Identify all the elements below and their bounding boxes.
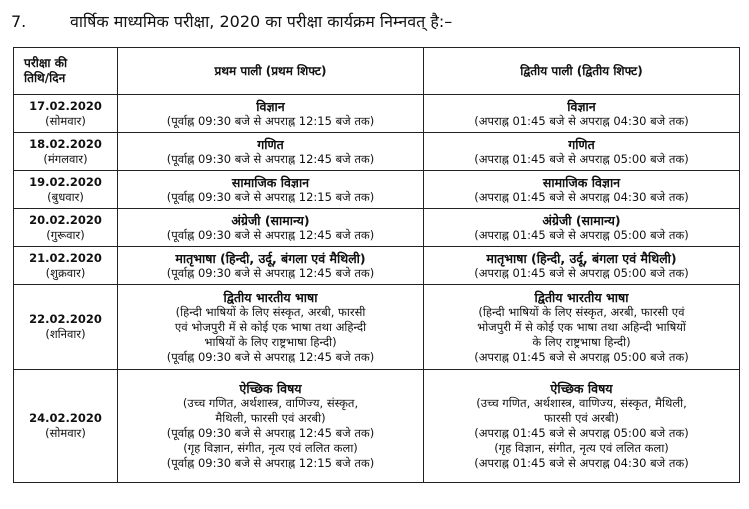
exam-day: (मंगलवार) (43, 151, 88, 166)
second-shift-cell (424, 247, 740, 285)
exam-day: (सोमवार) (45, 426, 86, 440)
second-shift-cell (424, 370, 740, 483)
schedule-text: (पूर्वाह्न 09:30 बजे से अपराह्न 12:45 बजे तक) (166, 151, 375, 166)
section-heading (0, 0, 749, 44)
exam-date: 20.02.2020 (29, 212, 102, 227)
header-date-day: परीक्षा की तिथि/दिन (14, 48, 118, 95)
section-number: 7. (11, 12, 27, 31)
schedule-text: (गृह विज्ञान, संगीत, नृत्य एवं ललित कला) (494, 441, 669, 455)
schedule-text: (पूर्वाह्न 09:30 बजे से अपराह्न 12:45 बजे तक) (166, 227, 375, 242)
exam-schedule-table (13, 47, 740, 483)
table-header-row (14, 48, 740, 95)
exam-date: 22.02.2020 (29, 312, 102, 326)
exam-day: (शुक्रवार) (45, 265, 86, 280)
exam-date: 19.02.2020 (29, 174, 102, 189)
schedule-text: (अपराह्न 01:45 बजे से अपराह्न 05:00 बजे तक) (474, 349, 689, 364)
subject-name: सामाजिक विज्ञान (231, 174, 310, 190)
subject-name: ऐच्छिक विषय (550, 381, 613, 396)
subject-name: विज्ञान (567, 98, 596, 114)
second-shift-cell (424, 285, 740, 370)
exam-date-cell (14, 285, 118, 370)
table-row (14, 209, 740, 247)
schedule-text: (पूर्वाह्न 09:30 बजे से अपराह्न 12:15 बजे तक) (166, 189, 375, 204)
table-row (14, 370, 740, 483)
schedule-text: (अपराह्न 01:45 बजे से अपराह्न 04:30 बजे तक) (474, 113, 689, 128)
second-shift-cell (424, 171, 740, 209)
schedule-text: (हिन्दी भाषियों के लिए संस्कृत, अरबी, फारसी (175, 304, 366, 319)
schedule-text: मैथिली, फारसी एवं अरबी) (215, 411, 326, 425)
table-row (14, 285, 740, 370)
subject-name: अंग्रेजी (सामान्य) (542, 212, 621, 228)
exam-day: (सोमवार) (45, 113, 86, 128)
table-row (14, 171, 740, 209)
subject-name: द्वितीय भारतीय भाषा (223, 289, 318, 305)
subject-name: मातृभाषा (हिन्दी, उर्दू, बंगला एवं मैथिली) (175, 250, 366, 266)
exam-date-cell (14, 171, 118, 209)
schedule-text: के लिए राष्ट्रभाषा हिन्दी) (532, 334, 631, 349)
subject-name: गणित (257, 136, 284, 152)
schedule-text: (पूर्वाह्न 09:30 बजे से अपराह्न 12:45 बजे तक) (166, 265, 375, 280)
subject-name: द्वितीय भारतीय भाषा (534, 289, 629, 305)
schedule-text: भोजपुरी में से कोई एक भाषा तथा अहिन्दी भाषियों (477, 319, 686, 334)
header-second-shift: द्वितीय पाली (द्वितीय शिफ्ट) (424, 48, 740, 95)
schedule-text: एवं भोजपुरी में से कोई एक भाषा तथा अहिन्दी (174, 319, 367, 334)
table-row (14, 95, 740, 133)
exam-date-cell (14, 95, 118, 133)
subject-name: विज्ञान (256, 98, 285, 114)
first-shift-cell (118, 285, 424, 370)
exam-day: (शनिवार) (45, 327, 86, 341)
first-shift-cell (118, 247, 424, 285)
schedule-text: (गृह विज्ञान, संगीत, नृत्य एवं ललित कला) (183, 441, 358, 455)
schedule-text: भाषियों के लिए राष्ट्रभाषा हिन्दी) (204, 334, 337, 349)
schedule-text: (पूर्वाह्न 09:30 बजे से अपराह्न 12:45 बजे तक) (166, 426, 375, 440)
subject-name: ऐच्छिक विषय (239, 381, 302, 396)
first-shift-cell (118, 133, 424, 171)
table-row (14, 133, 740, 171)
schedule-text: (उच्च गणित, अर्थशास्त्र, वाणिज्य, संस्कृत, (182, 396, 359, 410)
second-shift-cell (424, 95, 740, 133)
second-shift-cell (424, 133, 740, 171)
table-row (14, 247, 740, 285)
exam-date-cell (14, 370, 118, 483)
exam-date: 24.02.2020 (29, 411, 102, 425)
schedule-text: फारसी एवं अरबी) (544, 411, 619, 425)
header-first-shift: प्रथम पाली (प्रथम शिफ्ट) (118, 48, 424, 95)
first-shift-cell (118, 209, 424, 247)
first-shift-cell (118, 95, 424, 133)
first-shift-cell (118, 171, 424, 209)
schedule-text: (अपराह्न 01:45 बजे से अपराह्न 05:00 बजे तक) (474, 265, 689, 280)
subject-name: सामाजिक विज्ञान (542, 174, 621, 190)
subject-name: गणित (568, 136, 595, 152)
exam-date-cell (14, 247, 118, 285)
schedule-text: (अपराह्न 01:45 बजे से अपराह्न 05:00 बजे तक) (474, 426, 689, 440)
subject-name: अंग्रेजी (सामान्य) (231, 212, 310, 228)
schedule-text: (अपराह्न 01:45 बजे से अपराह्न 04:30 बजे तक) (474, 189, 689, 204)
schedule-text: (उच्च गणित, अर्थशास्त्र, वाणिज्य, संस्कृत, मैथिली, (476, 396, 687, 410)
exam-date-cell (14, 209, 118, 247)
exam-day: (बुधवार) (47, 189, 84, 204)
exam-date: 17.02.2020 (29, 98, 102, 113)
schedule-text: (पूर्वाह्न 09:30 बजे से अपराह्न 12:15 बजे तक) (166, 456, 375, 470)
exam-day: (गुरूवार) (46, 227, 85, 242)
exam-date: 18.02.2020 (29, 136, 102, 151)
schedule-text: (अपराह्न 01:45 बजे से अपराह्न 05:00 बजे तक) (474, 151, 689, 166)
schedule-text: (पूर्वाह्न 09:30 बजे से अपराह्न 12:45 बजे तक) (166, 349, 375, 364)
schedule-text: (अपराह्न 01:45 बजे से अपराह्न 04:30 बजे तक) (474, 456, 689, 470)
section-title: वार्षिक माध्यमिक परीक्षा, 2020 का परीक्षा कार्यक्रम निम्नवत् है:– (70, 12, 453, 31)
second-shift-cell (424, 209, 740, 247)
first-shift-cell (118, 370, 424, 483)
schedule-text: (हिन्दी भाषियों के लिए संस्कृत, अरबी, फारसी एवं (478, 304, 685, 319)
exam-date-cell (14, 133, 118, 171)
exam-date: 21.02.2020 (29, 250, 102, 265)
schedule-text: (अपराह्न 01:45 बजे से अपराह्न 05:00 बजे तक) (474, 227, 689, 242)
subject-name: मातृभाषा (हिन्दी, उर्दू, बंगला एवं मैथिली) (486, 250, 677, 266)
schedule-text: (पूर्वाह्न 09:30 बजे से अपराह्न 12:15 बजे तक) (166, 113, 375, 128)
